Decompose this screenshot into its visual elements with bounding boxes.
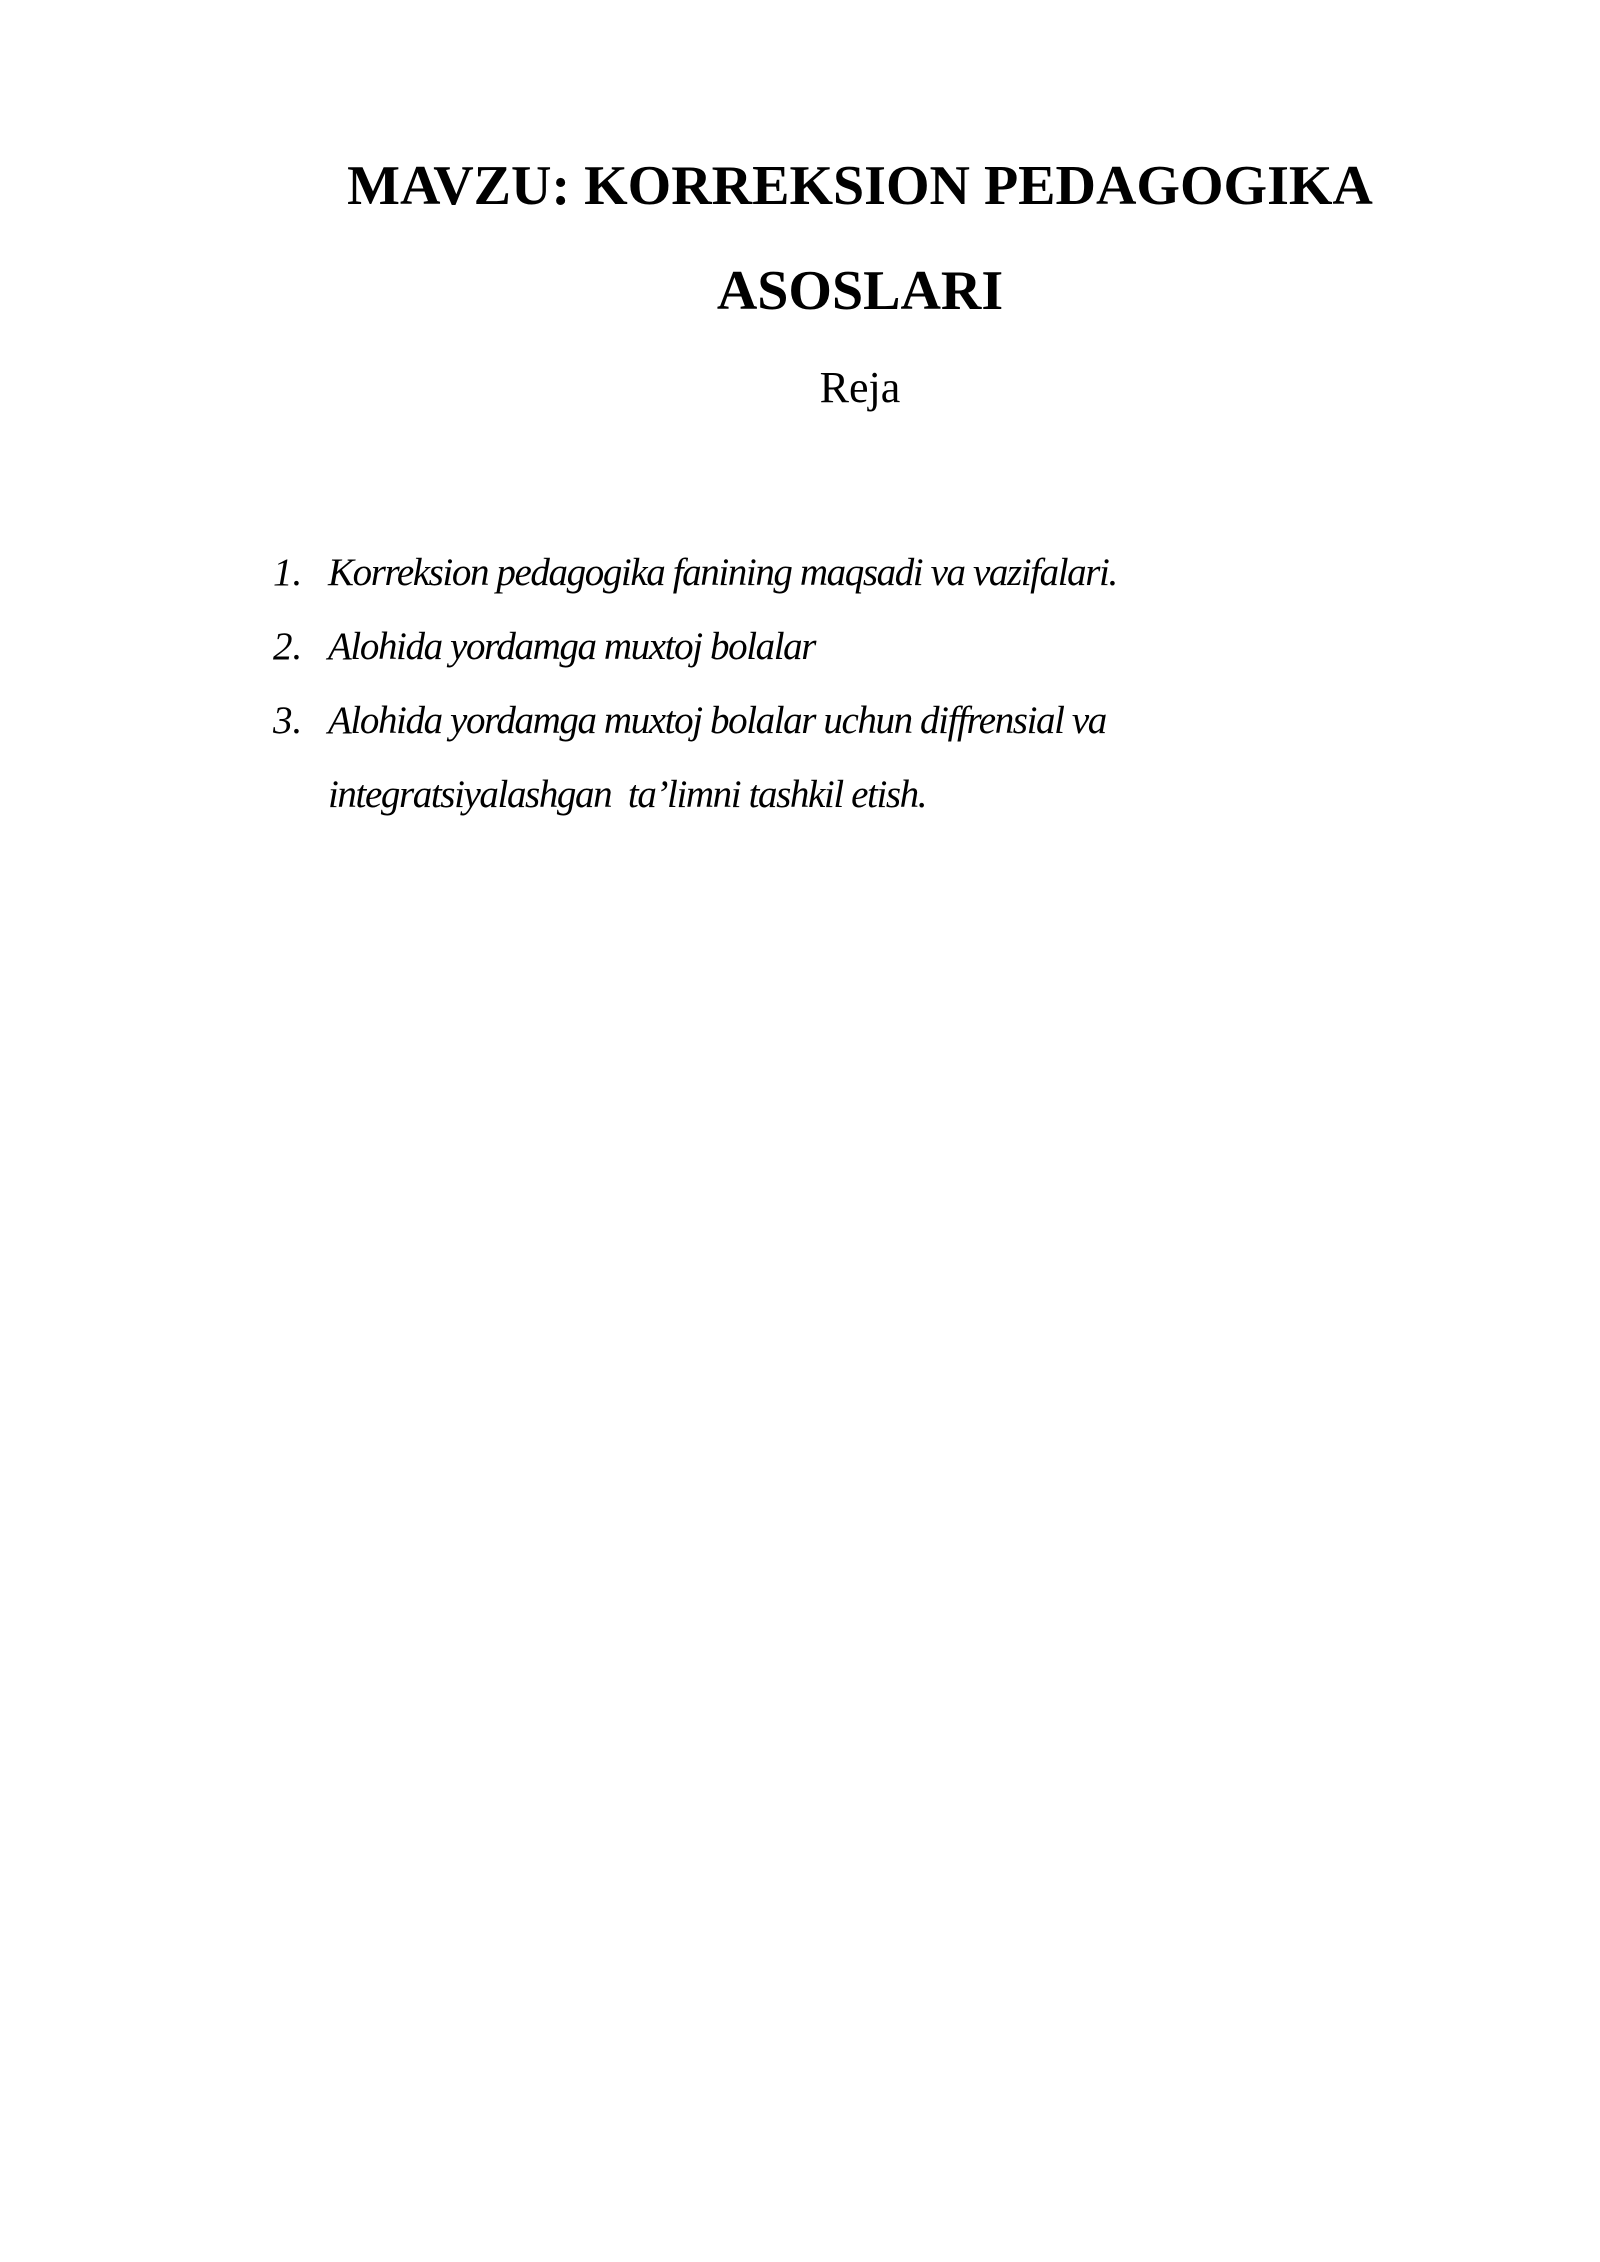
plan-item-line: Korreksion pedagogika fanining maqsadi va vazifalari. [328, 551, 1117, 594]
plan-list [273, 536, 1423, 832]
plan-item-text [328, 536, 1423, 610]
plan-item-text [328, 610, 1423, 684]
plan-item-number: 1. [273, 551, 303, 594]
document-title-line-1: MAVZU: KORREKSION PEDAGOGIKA [347, 155, 1373, 217]
plan-item-line: integratsiyalashgan ta’limni tashkil etish. [328, 773, 927, 816]
plan-item-number: 3. [273, 699, 303, 742]
plan-item-1 [273, 536, 1423, 610]
plan-item-2 [273, 610, 1423, 684]
plan-item-number: 2. [273, 625, 303, 668]
document-title-line-2: ASOSLARI [716, 260, 1004, 322]
plan-item-text [328, 684, 1423, 832]
plan-item-line: Alohida yordamga muxtoj bolalar uchun diffrensial va [328, 699, 1106, 742]
plan-item-3 [273, 684, 1423, 832]
plan-item-line: Alohida yordamga muxtoj bolalar [328, 625, 816, 668]
plan-heading: Reja [819, 363, 901, 412]
